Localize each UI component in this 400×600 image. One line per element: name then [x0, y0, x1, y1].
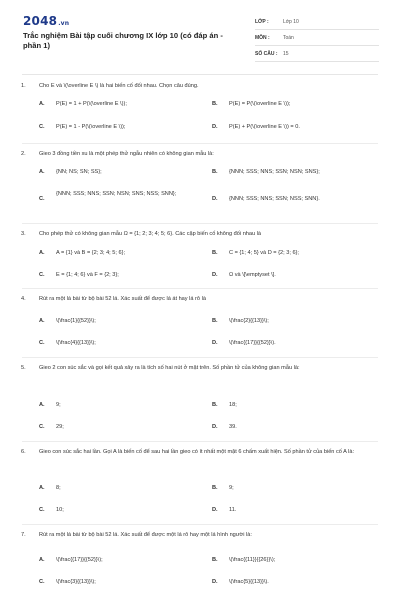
- logo-suffix: .vn: [58, 20, 70, 27]
- option-text: P(E) = 1 - P(\(\overline E \));: [56, 124, 126, 130]
- option-letter: B.: [212, 557, 218, 563]
- meta-row-count: [255, 46, 379, 62]
- option-text: P(E) = P(\(\overline E \));: [229, 101, 291, 107]
- meta-row-subject: [255, 30, 379, 46]
- option-c[interactable]: [39, 506, 206, 515]
- option-text: {NNN; SSS; NNS; SSN; NSS; SNN}.: [229, 196, 320, 202]
- option-b[interactable]: [212, 484, 379, 493]
- option-b[interactable]: [212, 168, 379, 177]
- option-letter: B.: [212, 250, 218, 256]
- option-a[interactable]: [39, 168, 206, 177]
- site-logo[interactable]: [23, 14, 69, 28]
- question-text: Gieo con súc sắc hai lần. Gọi A là biến cố để sau hai lần gieo có ít nhất một mặt 6 chấm xuất hiện. Số phần tử của biến cố A là:: [39, 449, 355, 455]
- option-d[interactable]: [212, 123, 379, 132]
- option-text: 11.: [229, 507, 237, 513]
- meta-label: SỐ CÂU :: [255, 50, 278, 57]
- option-letter: D.: [212, 196, 218, 202]
- option-c[interactable]: [39, 339, 206, 348]
- question-divider: [22, 223, 378, 224]
- option-text: 8;: [56, 485, 61, 491]
- question-divider: [22, 524, 378, 525]
- option-text: \(\frac{{11}}{{26}}\);: [229, 557, 276, 563]
- option-text: 18;: [229, 402, 237, 408]
- option-text: \(\frac{5}{{13}}\).: [229, 579, 269, 585]
- option-text: \(\frac{{17}}{{52}}\);: [56, 557, 103, 563]
- question-text: Cho phép thử có không gian mẫu Ω = {1; 2; 3; 4; 5; 6}. Các cặp biến cố không đối nhau là: [39, 231, 262, 237]
- option-a[interactable]: [39, 401, 206, 410]
- option-text: 29;: [56, 424, 64, 430]
- option-letter: B.: [212, 101, 218, 107]
- option-letter: C.: [39, 340, 45, 346]
- question-divider: [22, 357, 378, 358]
- option-letter: B.: [212, 318, 218, 324]
- option-letter: C.: [39, 124, 45, 130]
- option-text: P(E) = 1 + P(\(\overline E \));: [56, 101, 127, 107]
- option-a[interactable]: [39, 100, 206, 109]
- option-d[interactable]: [212, 423, 379, 432]
- question-text: Rút ra một lá bài từ bộ bài 52 lá. Xác suất để được một lá rô hay một lá hình người là:: [39, 532, 252, 538]
- option-text: \(\frac{2}{{13}}\);: [229, 318, 269, 324]
- option-letter: D.: [212, 424, 218, 430]
- option-d[interactable]: [212, 271, 379, 280]
- option-c[interactable]: [39, 123, 206, 132]
- option-text: \(\frac{3}{{13}}\);: [56, 579, 96, 585]
- option-text: 39.: [229, 424, 237, 430]
- option-letter: C.: [39, 507, 45, 513]
- option-letter: B.: [212, 402, 218, 408]
- question-text: Gieo 2 con súc sắc và gọi kết quả xảy ra là tích số hai nút ở mặt trên. Số phần tử của không gian mẫu là:: [39, 365, 300, 371]
- question-divider: [22, 143, 378, 144]
- question-divider: [22, 441, 378, 442]
- meta-value: Lớp 10: [283, 18, 299, 25]
- option-c[interactable]: [39, 190, 191, 204]
- option-d[interactable]: [212, 578, 379, 587]
- option-text: {NN; NS; SN; SS};: [56, 169, 102, 175]
- option-text: E = {1; 4; 6} và F = {2; 3};: [56, 272, 119, 278]
- option-letter: A.: [39, 101, 45, 107]
- option-a[interactable]: [39, 484, 206, 493]
- option-c[interactable]: [39, 423, 206, 432]
- option-text: {NNN; SSS; NNS; SSN; NSN; SNS};: [229, 169, 320, 175]
- option-text: \(\frac{{17}}{{52}}\).: [229, 340, 276, 346]
- option-letter: B.: [212, 485, 218, 491]
- question-number: 1.: [21, 83, 26, 89]
- question-number: 4.: [21, 296, 26, 302]
- option-letter: A.: [39, 485, 45, 491]
- question-number: 2.: [21, 151, 26, 157]
- option-text: Ω và \[\emptyset \].: [229, 272, 276, 278]
- option-letter: C.: [39, 196, 45, 202]
- option-c[interactable]: [39, 578, 206, 587]
- option-text: A = {1} và B = {2; 3; 4; 5; 6};: [56, 250, 126, 256]
- option-letter: D.: [212, 340, 218, 346]
- question-text: Gieo 3 đồng tiền xu là một phép thử ngẫu nhiên có không gian mẫu là:: [39, 151, 214, 157]
- question-text: Cho E và \(\overline E \) là hai biến cố đối nhau. Chọn câu đúng.: [39, 83, 199, 89]
- option-b[interactable]: [212, 556, 379, 565]
- option-text: 9;: [56, 402, 61, 408]
- option-text: 10;: [56, 507, 64, 513]
- option-letter: D.: [212, 124, 218, 130]
- option-text: \(\frac{4}{{13}}\);: [56, 340, 96, 346]
- option-letter: C.: [39, 272, 45, 278]
- option-d[interactable]: [212, 506, 379, 515]
- header-divider: [22, 74, 378, 75]
- option-b[interactable]: [212, 100, 379, 109]
- meta-label: MÔN :: [255, 34, 270, 41]
- option-text: C = {1; 4; 5} và D = {2; 3; 6};: [229, 250, 299, 256]
- option-letter: D.: [212, 272, 218, 278]
- option-a[interactable]: [39, 317, 206, 326]
- meta-label: LỚP :: [255, 18, 269, 25]
- option-d[interactable]: [212, 339, 379, 348]
- option-b[interactable]: [212, 249, 379, 258]
- option-letter: A.: [39, 250, 45, 256]
- option-letter: D.: [212, 507, 218, 513]
- page-header: [0, 0, 400, 68]
- question-number: 6.: [21, 449, 26, 455]
- question-number: 5.: [21, 365, 26, 371]
- question-number: 7.: [21, 532, 26, 538]
- option-letter: A.: [39, 318, 45, 324]
- option-text: {NNN; SSS; NNS; SSN; NSN; SNS; NSS; SNN};: [56, 191, 177, 197]
- question-text: Rút ra một lá bài từ bộ bài 52 lá. Xác suất để được lá át hay lá rô là: [39, 296, 206, 302]
- question-number: 3.: [21, 231, 26, 237]
- option-letter: B.: [212, 169, 218, 175]
- meta-row-class: [255, 14, 379, 30]
- option-letter: A.: [39, 402, 45, 408]
- option-b[interactable]: [212, 317, 379, 326]
- option-text: P(E) + P(\(\overline E \)) = 0.: [229, 124, 300, 130]
- option-letter: C.: [39, 579, 45, 585]
- logo-text: 2048: [23, 14, 58, 28]
- option-letter: A.: [39, 557, 45, 563]
- option-letter: D.: [212, 579, 218, 585]
- meta-table: [255, 14, 379, 62]
- option-letter: A.: [39, 169, 45, 175]
- option-a[interactable]: [39, 556, 206, 565]
- option-text: 9;: [229, 485, 234, 491]
- option-a[interactable]: [39, 249, 206, 258]
- meta-value: Toán: [283, 34, 294, 41]
- question-divider: [22, 288, 378, 289]
- page-title: Trắc nghiệm Bài tập cuối chương IX lớp 10 (có đáp án - phần 1): [23, 31, 223, 50]
- option-b[interactable]: [212, 401, 379, 410]
- option-d[interactable]: [212, 195, 379, 204]
- meta-value: 15: [283, 50, 289, 57]
- option-c[interactable]: [39, 271, 206, 280]
- option-text: \(\frac{1}{{52}}\);: [56, 318, 96, 324]
- option-letter: C.: [39, 424, 45, 430]
